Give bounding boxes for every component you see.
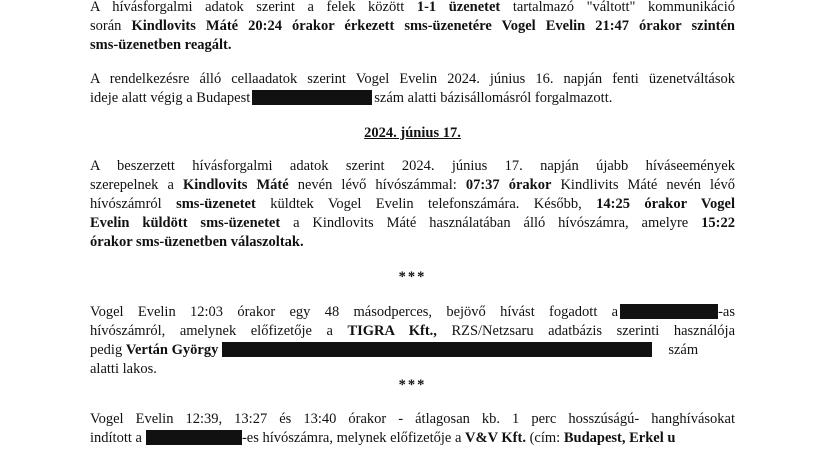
redaction-bar [620,304,718,319]
redaction-bar [252,90,372,105]
paragraph-5-line-2: indított a -es hívószámra, melynek előfizetője a V&V Kft. (cím: Budapest, Erkel u [90,430,676,446]
separator-stars: *** [398,377,427,393]
paragraph-3-line-3: hívószámról sms-üzenetet küldtek Vogel Evelin telefonszámára. Később, 14:25 órakor Vogel [90,196,735,212]
paragraph-1-line-3: sms-üzenetben reagált. [90,37,232,53]
paragraph-4-line-2: hívószámról, amelynek előfizetője a TIGRA Kft., RZS/Netzsaru adatbázis szerinti használója [90,323,736,339]
paragraph-2-line-1: A rendelkezésre álló cellaadatok szerint Vogel Evelin 2024. június 16. napján fenti üzenetváltások [90,71,735,87]
redaction-bar [146,430,242,445]
paragraph-4-line-4: alatti lakos. [90,361,157,377]
paragraph-3-line-2: szerepelnek a Kindlovits Máté nevén lévő hívószámmal: 07:37 órakor Kindlivits Máté nevén lévő [90,177,735,193]
paragraph-4-line-3: pedig Vertán György szám [90,342,699,358]
redaction-bar [222,342,652,357]
paragraph-3-line-5: órakor sms-üzenetben válaszoltak. [90,234,304,250]
paragraph-3-line-1: A beszerzett hívásforgalmi adatok szerint 2024. június 17. napján újabb híváseemények [90,158,735,174]
date-heading: 2024. június 17. [364,125,461,141]
paragraph-2-line-2: ideje alatt végig a Budapest szám alatti bázisállomásról forgalmazott. [90,90,613,106]
separator-stars: *** [398,269,427,285]
paragraph-1-line-1: A hívásforgalmi adatok szerint a felek között 1-1 üzenetet tartalmazó "váltott" kommunikáció [90,0,736,15]
paragraph-4-line-1: Vogel Evelin 12:03 órakor egy 48 másodperces, bejövő hívást fogadott a -as [90,304,735,320]
paragraph-5-line-1: Vogel Evelin 12:39, 13:27 és 13:40 órakor - átlagosan kb. 1 perc hosszúságú- hanghívásokat [90,411,735,427]
paragraph-1-line-2: során Kindlovits Máté 20:24 órakor érkezett sms-üzenetére Vogel Evelin 21:47 órakor szintén [90,18,735,34]
paragraph-3-line-4: Evelin küldött sms-üzenetet a Kindlovits Máté használatában álló hívószámra, amelyre 15:22 [90,215,735,231]
